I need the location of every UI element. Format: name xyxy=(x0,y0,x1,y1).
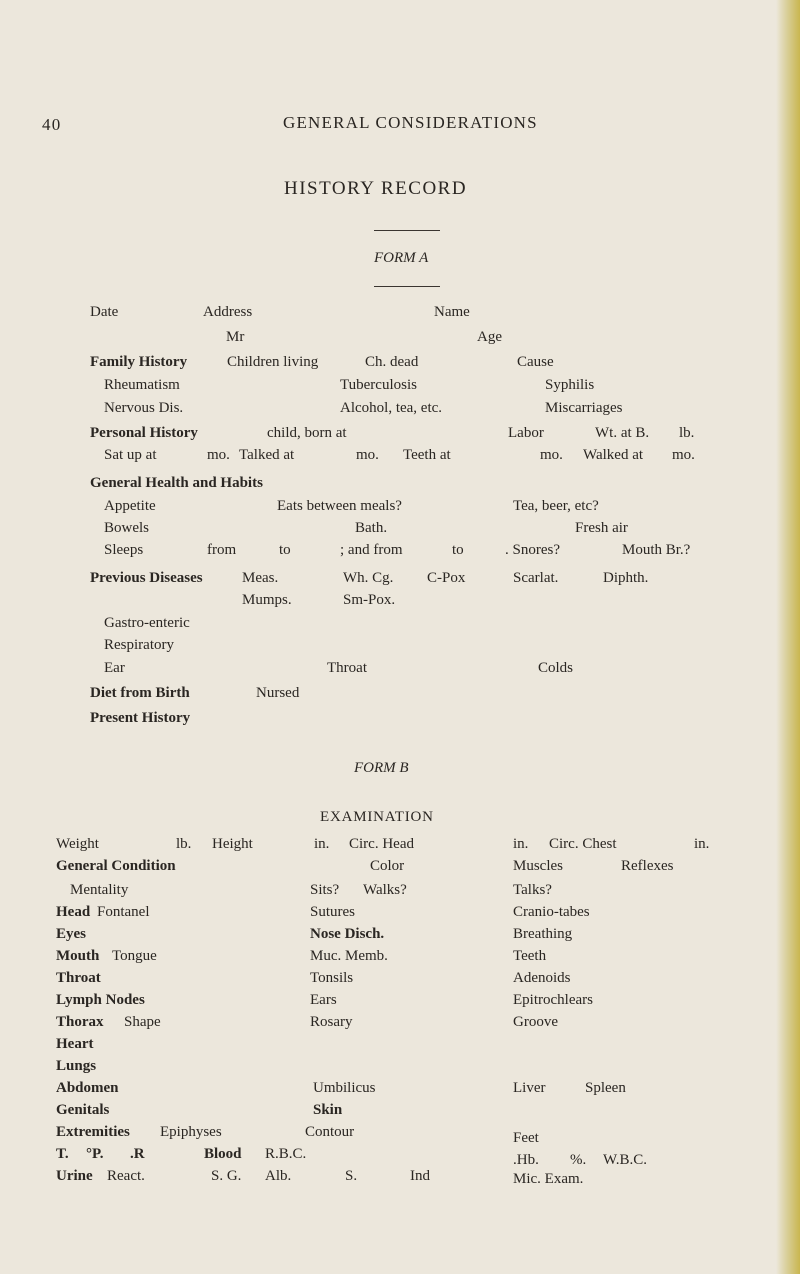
label-epitrochlears: Epitrochlears xyxy=(513,992,593,1008)
label-mo-3: mo. xyxy=(540,447,563,463)
label-lb: lb. xyxy=(679,425,695,441)
label-scarlat: Scarlat. xyxy=(513,570,559,586)
label-s: S. xyxy=(345,1168,358,1184)
label-extremities: Extremities xyxy=(56,1124,130,1140)
label-lungs: Lungs xyxy=(56,1058,97,1074)
label-child-born-at: child, born at xyxy=(267,425,347,441)
label-feet: Feet xyxy=(513,1130,539,1146)
label-snores: . Snores? xyxy=(505,542,560,558)
label-in-2: in. xyxy=(513,836,529,852)
label-eats-between-meals: Eats between meals? xyxy=(277,498,402,514)
label-tuberculosis: Tuberculosis xyxy=(340,377,417,393)
label-circ-head: Circ. Head xyxy=(349,836,414,852)
label-nose-disch: Nose Disch. xyxy=(310,926,385,942)
label-rosary: Rosary xyxy=(310,1014,353,1030)
label-liver: Liver xyxy=(513,1080,546,1096)
label-fontanel: Fontanel xyxy=(97,904,150,920)
label-appetite: Appetite xyxy=(104,498,156,514)
label-color: Color xyxy=(370,858,405,874)
label-mumps: Mumps. xyxy=(242,592,292,608)
label-reflexes: Reflexes xyxy=(621,858,674,874)
label-height: Height xyxy=(212,836,253,852)
label-teeth: Teeth xyxy=(513,948,547,964)
label-breathing: Breathing xyxy=(513,926,573,942)
label-contour: Contour xyxy=(305,1124,355,1140)
label-shape: Shape xyxy=(124,1014,161,1030)
label-date: Date xyxy=(90,304,119,320)
label-diet-from-birth: Diet from Birth xyxy=(90,685,190,701)
label-eyes: Eyes xyxy=(56,926,86,942)
label-nursed: Nursed xyxy=(256,685,300,701)
label-adenoids: Adenoids xyxy=(513,970,571,986)
label-tongue: Tongue xyxy=(112,948,157,964)
label-gastro-enteric: Gastro-enteric xyxy=(104,615,190,631)
label-weight: Weight xyxy=(56,836,99,852)
label-from-1: from xyxy=(207,542,237,558)
label-mouth-br: Mouth Br.? xyxy=(622,542,691,558)
label-present-history: Present History xyxy=(90,710,191,726)
label-tonsils: Tonsils xyxy=(310,970,354,986)
label-tea-beer: Tea, beer, etc? xyxy=(513,498,599,514)
label-hb: .Hb. xyxy=(513,1152,539,1168)
label-name: Name xyxy=(434,304,470,320)
label-throat: Throat xyxy=(327,660,367,676)
label-bath: Bath. xyxy=(355,520,388,536)
label-ear: Ear xyxy=(104,660,125,676)
label-mr: Mr xyxy=(226,329,245,345)
label-fresh-air: Fresh air xyxy=(575,520,628,536)
label-sits: Sits? xyxy=(310,882,340,898)
form-a-rule xyxy=(374,286,440,287)
label-alb: Alb. xyxy=(265,1168,292,1184)
label-colds: Colds xyxy=(538,660,574,676)
label-percent: %. xyxy=(570,1152,587,1168)
label-sutures: Sutures xyxy=(310,904,355,920)
label-urine: Urine xyxy=(56,1168,93,1184)
label-family-history: Family History xyxy=(90,354,188,370)
label-rbc: R.B.C. xyxy=(265,1146,307,1162)
label-and-from: ; and from xyxy=(340,542,403,558)
label-children-living: Children living xyxy=(227,354,319,370)
label-walks: Walks? xyxy=(363,882,407,898)
label-p: °P. xyxy=(86,1146,104,1162)
label-respiratory: Respiratory xyxy=(104,637,174,653)
label-react: React. xyxy=(107,1168,145,1184)
page-edge-shading xyxy=(776,0,800,1274)
label-epiphyses: Epiphyses xyxy=(160,1124,222,1140)
label-sm-pox: Sm-Pox. xyxy=(343,592,396,608)
label-talks: Talks? xyxy=(513,882,552,898)
label-to-1: to xyxy=(279,542,291,558)
label-t: T. xyxy=(56,1146,69,1162)
label-wbc: W.B.C. xyxy=(603,1152,648,1168)
label-thorax: Thorax xyxy=(56,1014,104,1030)
label-talked-at: Talked at xyxy=(239,447,295,463)
label-cranio-tabes: Cranio-tabes xyxy=(513,904,590,920)
label-previous-diseases: Previous Diseases xyxy=(90,570,203,586)
label-wt-at-b: Wt. at B. xyxy=(595,425,650,441)
label-in-3: in. xyxy=(694,836,710,852)
label-ears: Ears xyxy=(310,992,337,1008)
label-diphth: Diphth. xyxy=(603,570,649,586)
label-to-2: to xyxy=(452,542,464,558)
label-sg: S. G. xyxy=(211,1168,242,1184)
label-head: Head xyxy=(56,904,91,920)
document-title: HISTORY RECORD xyxy=(284,178,468,199)
label-syphilis: Syphilis xyxy=(545,377,595,393)
label-lymph-nodes: Lymph Nodes xyxy=(56,992,145,1008)
label-labor: Labor xyxy=(508,425,544,441)
label-ch-dead: Ch. dead xyxy=(365,354,419,370)
label-throat: Throat xyxy=(56,970,101,986)
form-a-heading: FORM A xyxy=(374,250,429,266)
label-alcohol-tea: Alcohol, tea, etc. xyxy=(340,400,443,416)
page-number: 40 xyxy=(42,115,62,134)
label-spleen: Spleen xyxy=(585,1080,626,1096)
label-c-pox: C-Pox xyxy=(427,570,466,586)
label-r: .R xyxy=(130,1146,145,1162)
label-mo-2: mo. xyxy=(356,447,379,463)
label-lb: lb. xyxy=(176,836,192,852)
label-sleeps: Sleeps xyxy=(104,542,144,558)
label-bowels: Bowels xyxy=(104,520,149,536)
label-in-1: in. xyxy=(314,836,330,852)
title-rule xyxy=(374,230,440,231)
label-umbilicus: Umbilicus xyxy=(313,1080,376,1096)
label-personal-history: Personal History xyxy=(90,425,198,441)
label-mouth: Mouth xyxy=(56,948,100,964)
label-nervous-dis: Nervous Dis. xyxy=(104,400,184,416)
label-mo-4: mo. xyxy=(672,447,695,463)
label-groove: Groove xyxy=(513,1014,558,1030)
label-miscarriages: Miscarriages xyxy=(545,400,623,416)
label-muc-memb: Muc. Memb. xyxy=(310,948,388,964)
label-sat-up-at: Sat up at xyxy=(104,447,157,463)
label-mic-exam: Mic. Exam. xyxy=(513,1171,584,1187)
label-abdomen: Abdomen xyxy=(56,1080,119,1096)
label-cause: Cause xyxy=(517,354,554,370)
label-rheumatism: Rheumatism xyxy=(104,377,180,393)
label-muscles: Muscles xyxy=(513,858,563,874)
label-walked-at: Walked at xyxy=(583,447,644,463)
label-blood: Blood xyxy=(204,1146,242,1162)
label-skin: Skin xyxy=(313,1102,343,1118)
label-teeth-at: Teeth at xyxy=(403,447,451,463)
form-b-heading: FORM B xyxy=(354,760,409,776)
label-general-condition: General Condition xyxy=(56,858,176,874)
label-mo-1: mo. xyxy=(207,447,230,463)
label-wh-cg: Wh. Cg. xyxy=(343,570,394,586)
running-head: GENERAL CONSIDERATIONS xyxy=(283,113,538,132)
label-mentality: Mentality xyxy=(70,882,129,898)
label-genitals: Genitals xyxy=(56,1102,110,1118)
label-address: Address xyxy=(203,304,253,320)
label-heart: Heart xyxy=(56,1036,94,1052)
examination-heading: EXAMINATION xyxy=(320,809,434,825)
label-circ-chest: Circ. Chest xyxy=(549,836,617,852)
label-ind: Ind xyxy=(410,1168,430,1184)
label-age: Age xyxy=(477,329,502,345)
label-general-health: General Health and Habits xyxy=(90,475,263,491)
label-meas: Meas. xyxy=(242,570,279,586)
